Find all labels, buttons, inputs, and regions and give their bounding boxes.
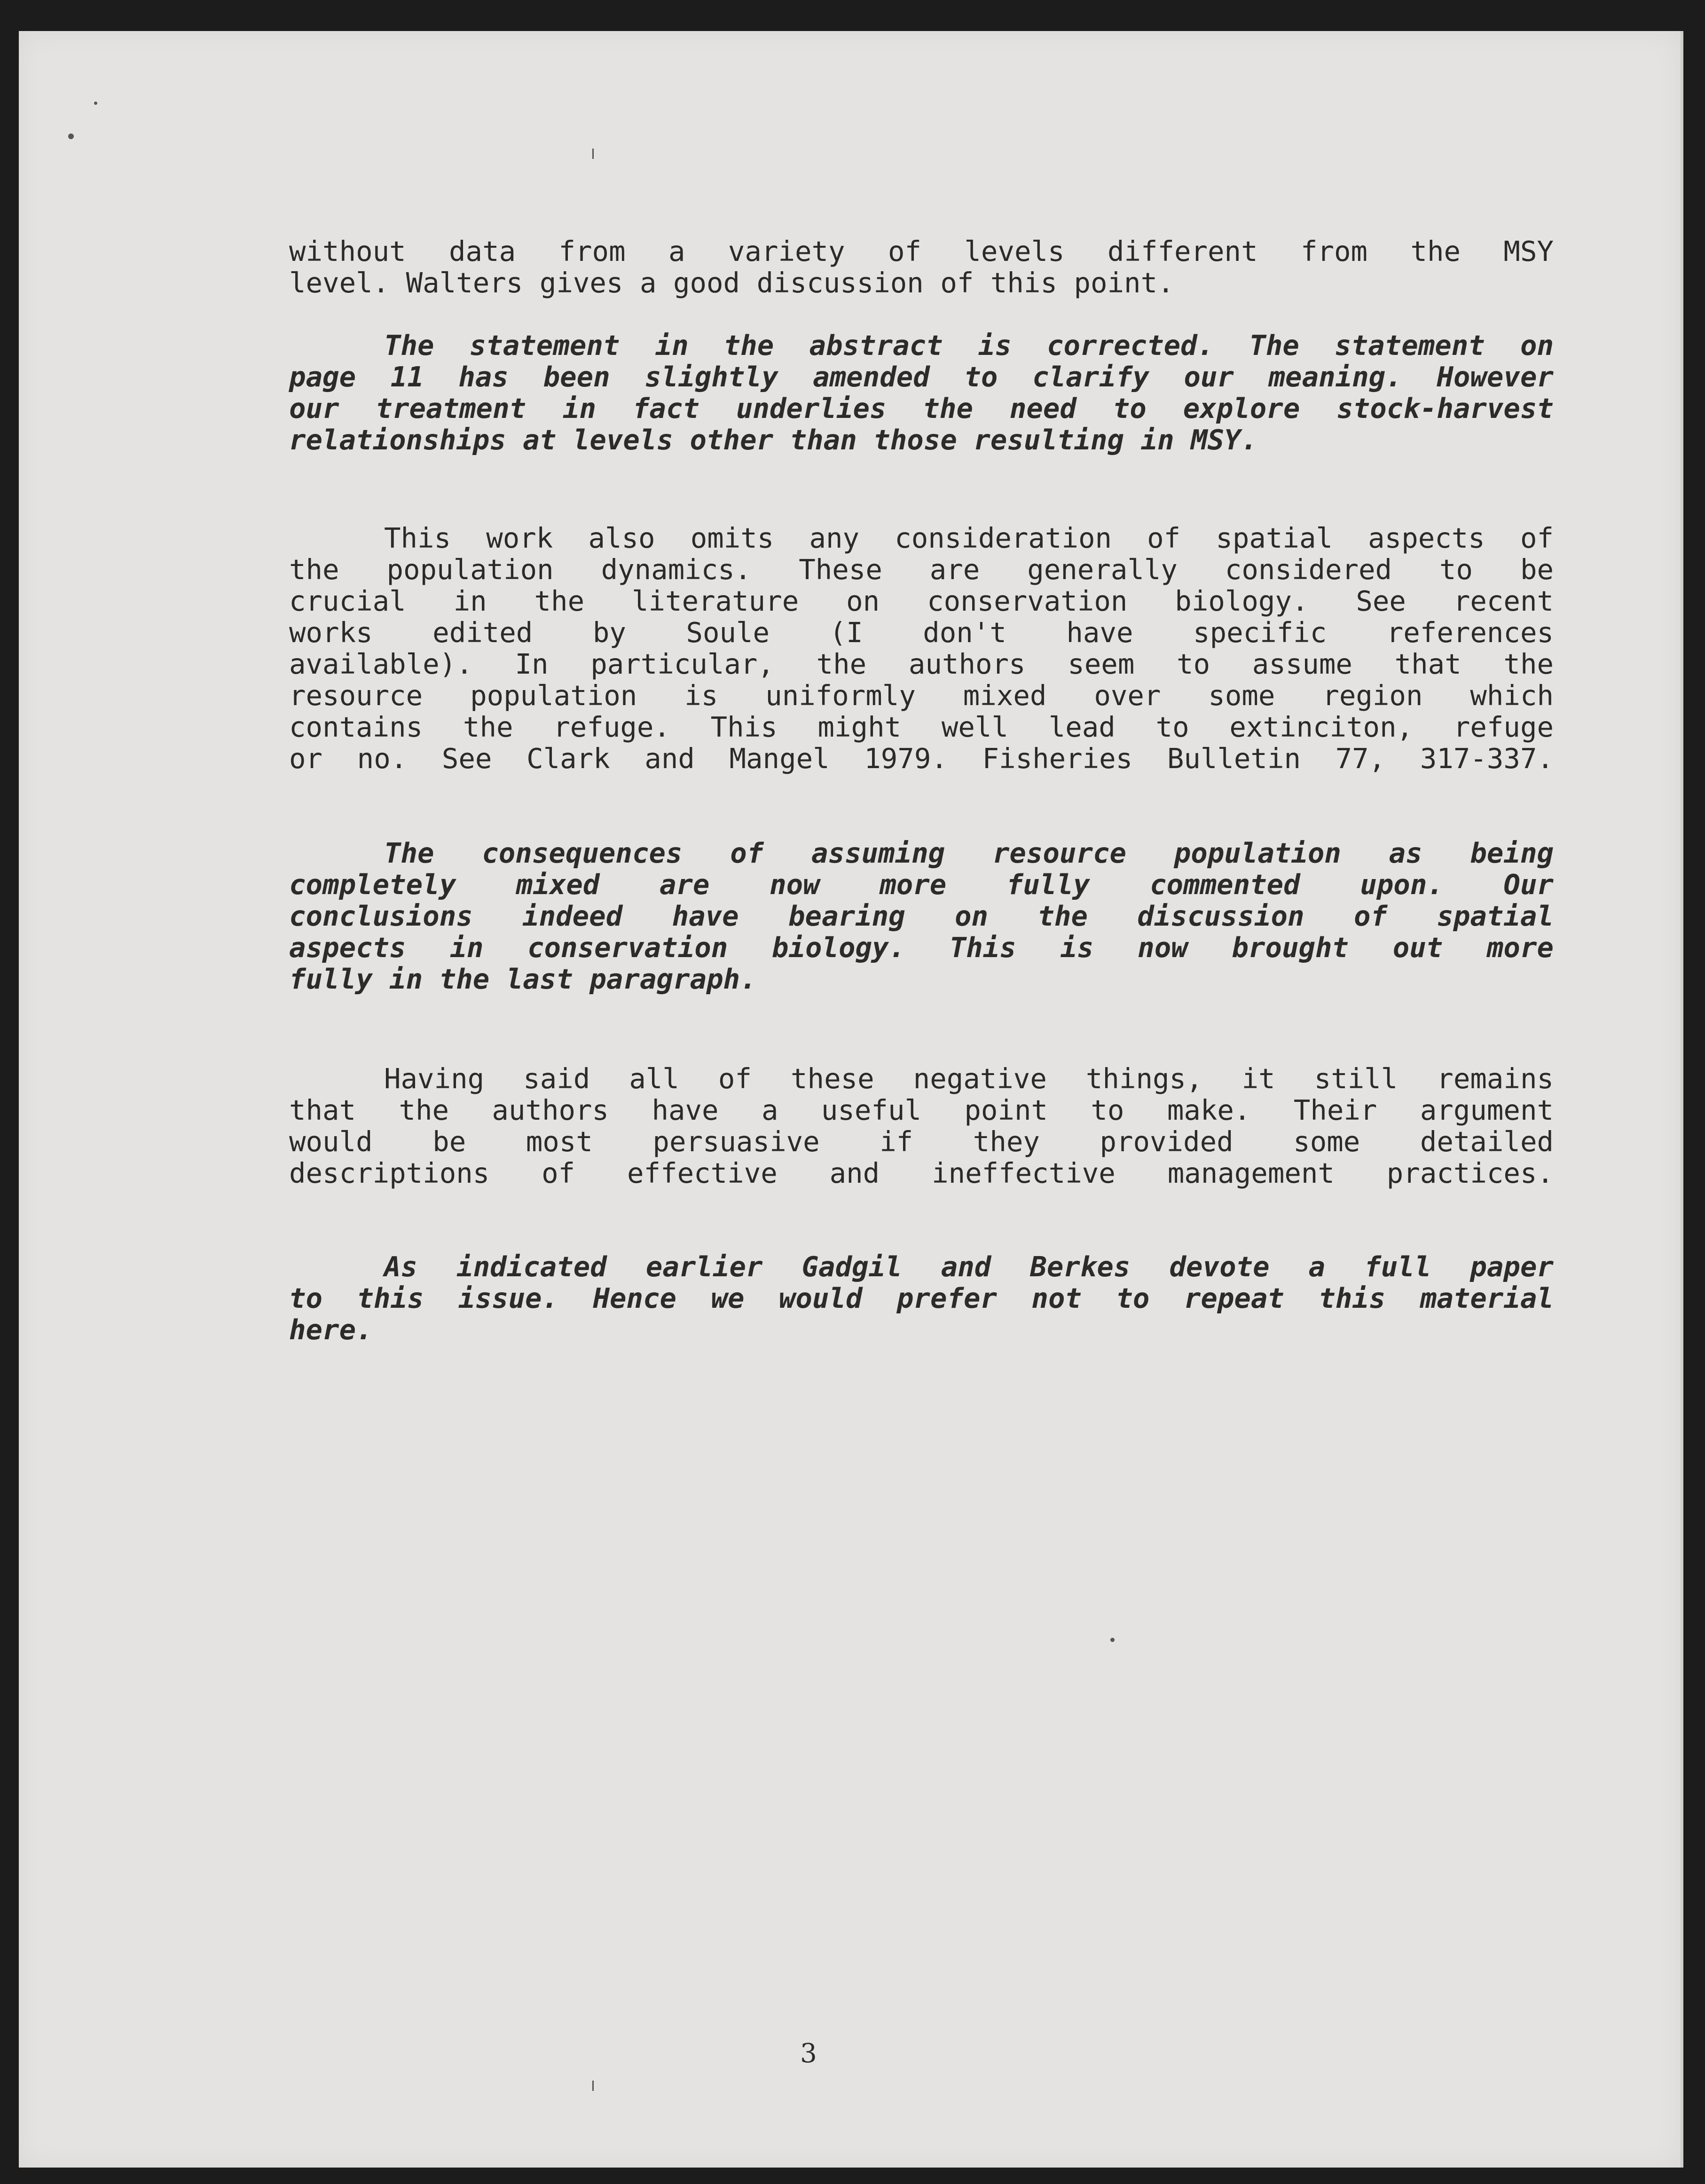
text-line: relationships at levels other than those resulting in MSY.: [289, 424, 1258, 456]
text-line: This work also omits any consideration of spatial aspects of: [384, 522, 1554, 554]
text-line: descriptions of effective and ineffective management practices.: [289, 1157, 1554, 1189]
text-line: completely mixed are now more fully commented upon. Our: [289, 868, 1554, 901]
text-line: here.: [289, 1313, 373, 1346]
text-line: crucial in the literature on conservation biology. See recent: [289, 585, 1554, 617]
text-line: resource population is uniformly mixed over some region which: [289, 679, 1554, 712]
text-line: or no. See Clark and Mangel 1979. Fisheries Bulletin 77, 317-337.: [289, 742, 1554, 775]
text-line: aspects in conservation biology. This is now brought out more: [289, 931, 1554, 964]
text-line: would be most persuasive if they provided some detailed: [289, 1125, 1554, 1158]
text-line: contains the refuge. This might well lead to extinciton, refuge: [289, 711, 1554, 743]
text-line: Having said all of these negative things, it still remains: [384, 1062, 1554, 1095]
review-paragraph-spatial: [289, 522, 1554, 774]
text-line: our treatment in fact underlies the need to explore stock-harvest: [289, 392, 1554, 424]
bleed-through-mark-upper: [28, 614, 68, 727]
reply-paragraph-gadgil-berkes: [289, 1251, 1554, 1345]
text-line: page 11 has been slightly amended to clarify our meaning. However: [289, 361, 1554, 393]
scan-speck: [94, 102, 97, 105]
text-line: The statement in the abstract is corrected. The statement on: [384, 329, 1554, 361]
review-paragraph-msy: [289, 236, 1554, 299]
text-line: The consequences of assuming resource population as being: [384, 837, 1554, 869]
text-line: As indicated earlier Gadgil and Berkes devote a full paper: [384, 1250, 1554, 1283]
scan-tick-mark: [592, 149, 594, 159]
scan-tick-mark: [592, 2081, 594, 2091]
text-line: that the authors have a useful point to make. Their argument: [289, 1094, 1554, 1126]
scan-speck: [1110, 1638, 1115, 1642]
text-line: to this issue. Hence we would prefer not to repeat this material: [289, 1282, 1554, 1314]
text-line: level. Walters gives a good discussion of this point.: [289, 267, 1174, 299]
text-line: works edited by Soule (I don't have specific references: [289, 616, 1554, 649]
bleed-through-mark-lower: [451, 1827, 494, 1949]
text-line: available). In particular, the authors seem to assume that the: [289, 648, 1554, 680]
reply-paragraph-abstract: [289, 330, 1554, 456]
text-line: conclusions indeed have bearing on the discussion of spatial: [289, 900, 1554, 932]
text-line: the population dynamics. These are generally considered to be: [289, 553, 1554, 586]
text-line: fully in the last paragraph.: [289, 963, 757, 995]
scan-speck: [68, 134, 74, 139]
page-number: 3: [800, 2038, 817, 2069]
document-page: [19, 31, 1683, 2168]
text-line: without data from a variety of levels different from the MSY: [289, 235, 1554, 267]
review-paragraph-management: [289, 1063, 1554, 1189]
reply-paragraph-mixed-population: [289, 837, 1554, 995]
